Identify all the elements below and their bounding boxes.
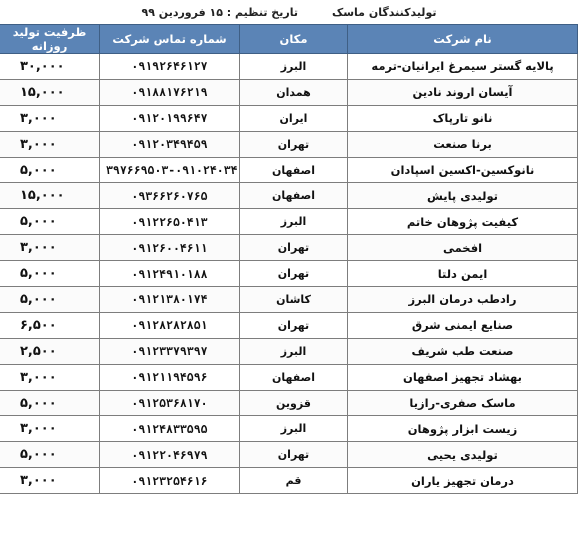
- table-row: [0, 105, 578, 131]
- phone-cell: ۰۹۱۲۳۲۵۴۶۱۶: [100, 468, 240, 494]
- table-row: [0, 157, 578, 183]
- column-header-place: مکان: [240, 25, 348, 54]
- producers-table: [0, 24, 578, 494]
- table-header-row: [0, 25, 578, 54]
- company-name-cell: صنایع ایمنی شرق: [348, 312, 578, 338]
- capacity-cell: ۳,۰۰۰: [0, 468, 100, 494]
- phone-cell: ۰۹۱۲۱۳۸۰۱۷۴: [100, 287, 240, 313]
- table-row: [0, 183, 578, 209]
- table-row: [0, 390, 578, 416]
- capacity-cell: ۵,۰۰۰: [0, 261, 100, 287]
- phone-cell: ۰۹۱۲۲۰۴۶۹۷۹: [100, 442, 240, 468]
- place-cell: البرز: [240, 416, 348, 442]
- capacity-cell: ۵,۰۰۰: [0, 442, 100, 468]
- place-cell: ایران: [240, 105, 348, 131]
- table-row: [0, 261, 578, 287]
- capacity-cell: ۳,۰۰۰: [0, 364, 100, 390]
- capacity-cell: ۳,۰۰۰: [0, 105, 100, 131]
- place-cell: تهران: [240, 442, 348, 468]
- table-row: [0, 79, 578, 105]
- phone-cell: ۰۹۱۲۵۳۶۸۱۷۰: [100, 390, 240, 416]
- place-cell: اصفهان: [240, 364, 348, 390]
- capacity-cell: ۱۵,۰۰۰: [0, 183, 100, 209]
- phone-cell: ۰۹۱۲۱۱۹۴۵۹۶: [100, 364, 240, 390]
- table-row: [0, 131, 578, 157]
- company-name-cell: بهشاد تجهیز اصفهان: [348, 364, 578, 390]
- table-body: [0, 54, 578, 494]
- producers-label: تولیدکنندگان ماسک: [331, 5, 437, 19]
- phone-cell: ۰۹۱۲۰۳۴۹۴۵۹: [100, 131, 240, 157]
- company-name-cell: ایمن دلتا: [348, 261, 578, 287]
- phone-cell: ۰۹۱۲۸۲۸۲۸۵۱: [100, 312, 240, 338]
- place-cell: تهران: [240, 131, 348, 157]
- table-row: [0, 54, 578, 80]
- column-header-phone: شماره تماس شرکت: [100, 25, 240, 54]
- place-cell: البرز: [240, 209, 348, 235]
- company-name-cell: آیسان اروند نادین: [348, 79, 578, 105]
- place-cell: همدان: [240, 79, 348, 105]
- company-name-cell: نانو تارپاک: [348, 105, 578, 131]
- company-name-cell: زیست ابزار پژوهان: [348, 416, 578, 442]
- phone-cell: ۰۹۱۲۴۹۱۰۱۸۸: [100, 261, 240, 287]
- place-cell: البرز: [240, 54, 348, 80]
- table-row: [0, 235, 578, 261]
- company-name-cell: رادطب درمان البرز: [348, 287, 578, 313]
- capacity-cell: ۵,۰۰۰: [0, 209, 100, 235]
- capacity-cell: ۳,۰۰۰: [0, 131, 100, 157]
- company-name-cell: پالایه گستر سیمرغ ایرانیان-ترمه: [348, 54, 578, 80]
- place-cell: قم: [240, 468, 348, 494]
- place-cell: اصفهان: [240, 183, 348, 209]
- capacity-cell: ۵,۰۰۰: [0, 287, 100, 313]
- capacity-cell: ۳,۰۰۰: [0, 235, 100, 261]
- place-cell: تهران: [240, 312, 348, 338]
- company-name-cell: صنعت طب شریف: [348, 338, 578, 364]
- place-cell: اصفهان: [240, 157, 348, 183]
- phone-cell: ۰۹۱۹۲۶۴۶۱۲۷: [100, 54, 240, 80]
- company-name-cell: نانوکسین-اکسین اسپادان: [348, 157, 578, 183]
- phone-cell: ۰۹۱۸۸۱۷۶۲۱۹: [100, 79, 240, 105]
- table-row: [0, 338, 578, 364]
- capacity-cell: ۵,۰۰۰: [0, 390, 100, 416]
- capacity-cell: ۶,۵۰۰: [0, 312, 100, 338]
- document-header: [0, 0, 578, 24]
- column-header-capacity: ظرفیت تولید روزانه: [0, 25, 100, 54]
- place-cell: قزوین: [240, 390, 348, 416]
- company-name-cell: برنا صنعت: [348, 131, 578, 157]
- table-row: [0, 364, 578, 390]
- capacity-cell: ۲,۵۰۰: [0, 338, 100, 364]
- table-row: [0, 416, 578, 442]
- place-cell: تهران: [240, 261, 348, 287]
- company-name-cell: افخمی: [348, 235, 578, 261]
- place-cell: تهران: [240, 235, 348, 261]
- phone-cell: ۰۹۳۶۶۲۶۰۷۶۵: [100, 183, 240, 209]
- table-row: [0, 209, 578, 235]
- company-name-cell: درمان تجهیز یاران: [348, 468, 578, 494]
- table-row: [0, 442, 578, 468]
- table-row: [0, 468, 578, 494]
- date-label: تاریخ تنظیم : ۱۵ فروردین ۹۹: [141, 5, 298, 19]
- company-name-cell: تولیدی یحیی: [348, 442, 578, 468]
- place-cell: کاشان: [240, 287, 348, 313]
- place-cell: البرز: [240, 338, 348, 364]
- capacity-cell: ۱۵,۰۰۰: [0, 79, 100, 105]
- column-header-name: نام شرکت: [348, 25, 578, 54]
- phone-cell: ۰۹۱۲۰۱۹۹۶۴۷: [100, 105, 240, 131]
- table-row: [0, 312, 578, 338]
- phone-cell: ۰۹۱۲۳۳۷۹۳۹۷: [100, 338, 240, 364]
- company-name-cell: کیفیت پژوهان خاتم: [348, 209, 578, 235]
- company-name-cell: ماسک صفری-رازیا: [348, 390, 578, 416]
- table-row: [0, 287, 578, 313]
- company-name-cell: تولیدی پایش: [348, 183, 578, 209]
- capacity-cell: ۳,۰۰۰: [0, 416, 100, 442]
- phone-cell: ۳۹۷۶۶۹۵۰۳-۰۹۱۰۲۴۰۳۴: [100, 157, 240, 183]
- phone-cell: ۰۹۱۲۶۰۰۴۶۱۱: [100, 235, 240, 261]
- capacity-cell: ۳۰,۰۰۰: [0, 54, 100, 80]
- phone-cell: ۰۹۱۲۲۶۵۰۴۱۳: [100, 209, 240, 235]
- phone-cell: ۰۹۱۲۴۸۳۳۵۹۵: [100, 416, 240, 442]
- capacity-cell: ۵,۰۰۰: [0, 157, 100, 183]
